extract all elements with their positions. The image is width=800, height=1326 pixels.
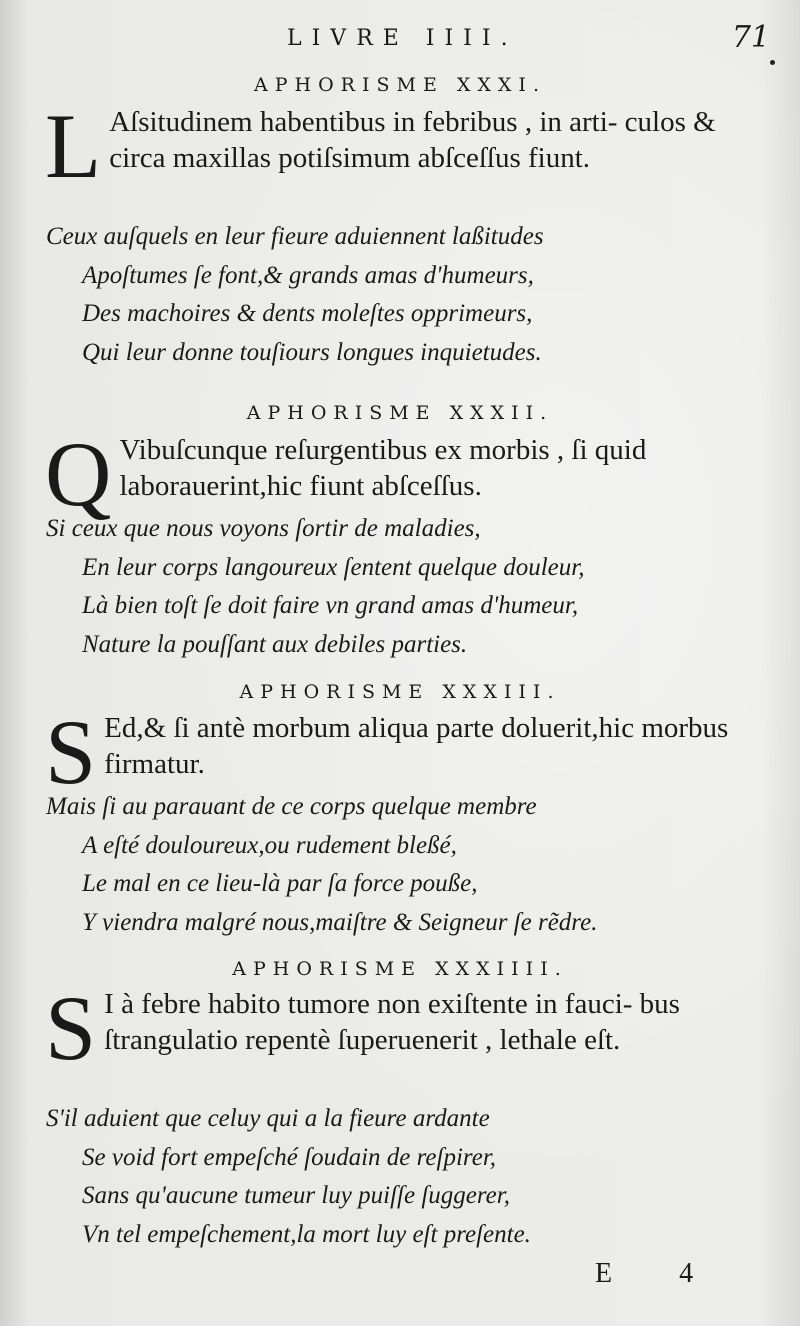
aphorism-heading: APHORISME XXXII. xyxy=(246,402,554,424)
verse-line: Nature la pouſſant aux debiles parties. xyxy=(82,630,468,658)
latin-body: I à febre habito tumore non exiſtente in fauci- bus ſtrangulatio repentè ſuperuenerit , lethale eſt. xyxy=(104,988,680,1056)
running-head: LIVRE IIII. xyxy=(287,26,518,51)
latin-body: Ed,& ſi antè morbum aliqua parte doluerit,hic morbus firmatur. xyxy=(104,712,729,780)
verse-line: Mais ſi au parauant de ce corps quelque membre xyxy=(46,793,537,820)
drop-cap: L xyxy=(45,95,102,197)
verse-line: Se void fort empeſché ſoudain de reſpirer, xyxy=(82,1143,497,1171)
latin-body: Aſsitudinem habentibus in febribus , in arti- culos & circa maxillas potiſsimum abſceſſus fiunt. xyxy=(109,106,716,174)
latin-body: Vibuſcunque reſurgentibus ex morbis , ſi quid laborauerint,hic fiunt abſceſſus. xyxy=(119,434,647,502)
verse-line: Sans qu'aucune tumeur luy puiſſe ſuggerer, xyxy=(82,1182,510,1209)
verse-line: Des machoires & dents moleſtes opprimeurs, xyxy=(82,300,533,327)
aphorism-heading: APHORISME XXXI. xyxy=(254,74,546,96)
french-verse xyxy=(46,510,786,664)
french-verse xyxy=(46,788,786,942)
verse-line: Apoſtumes ſe font,& grands amas d'humeurs, xyxy=(82,261,534,289)
drop-cap: S xyxy=(45,701,97,803)
drop-cap: S xyxy=(45,977,97,1079)
page-number: 71 xyxy=(731,20,770,55)
french-verse xyxy=(46,1100,786,1254)
aphorism-heading: APHORISME XXXIIII. xyxy=(232,958,568,980)
verse-line: Vn tel empeſchement,la mort luy eſt preſente. xyxy=(82,1220,531,1248)
verse-line: Ceux auſquels en leur fieure aduiennent laßitudes xyxy=(46,223,544,250)
verse-line: A eſté douloureux,ou rudement bleßé, xyxy=(82,831,457,859)
latin-text xyxy=(45,95,775,197)
verse-line: Y viendra malgré nous,maiſtre & Seigneur ſe rẽdre. xyxy=(82,908,598,936)
verse-line: Le mal en ce lieu-là par ſa force pouße, xyxy=(82,870,478,897)
french-verse xyxy=(46,218,786,372)
drop-cap: Q xyxy=(45,423,112,525)
verse-line: En leur corps langoureux ſentent quelque douleur, xyxy=(82,553,585,581)
signature-mark: E 4 xyxy=(595,1258,724,1289)
verse-line: S'il aduient que celuy qui a la fieure ardante xyxy=(46,1105,490,1132)
verse-line: Qui leur donne touſiours longues inquietudes. xyxy=(82,338,542,366)
page-header xyxy=(0,20,800,58)
verse-line: Là bien toſt ſe doit faire vn grand amas d'humeur, xyxy=(82,592,579,619)
ink-speck xyxy=(770,60,775,65)
latin-text xyxy=(45,977,775,1079)
latin-text xyxy=(45,701,775,803)
verse-line: Si ceux que nous voyons ſortir de maladies, xyxy=(46,515,481,542)
aphorism-heading: APHORISME XXXIII. xyxy=(239,681,561,703)
latin-text xyxy=(45,423,775,525)
